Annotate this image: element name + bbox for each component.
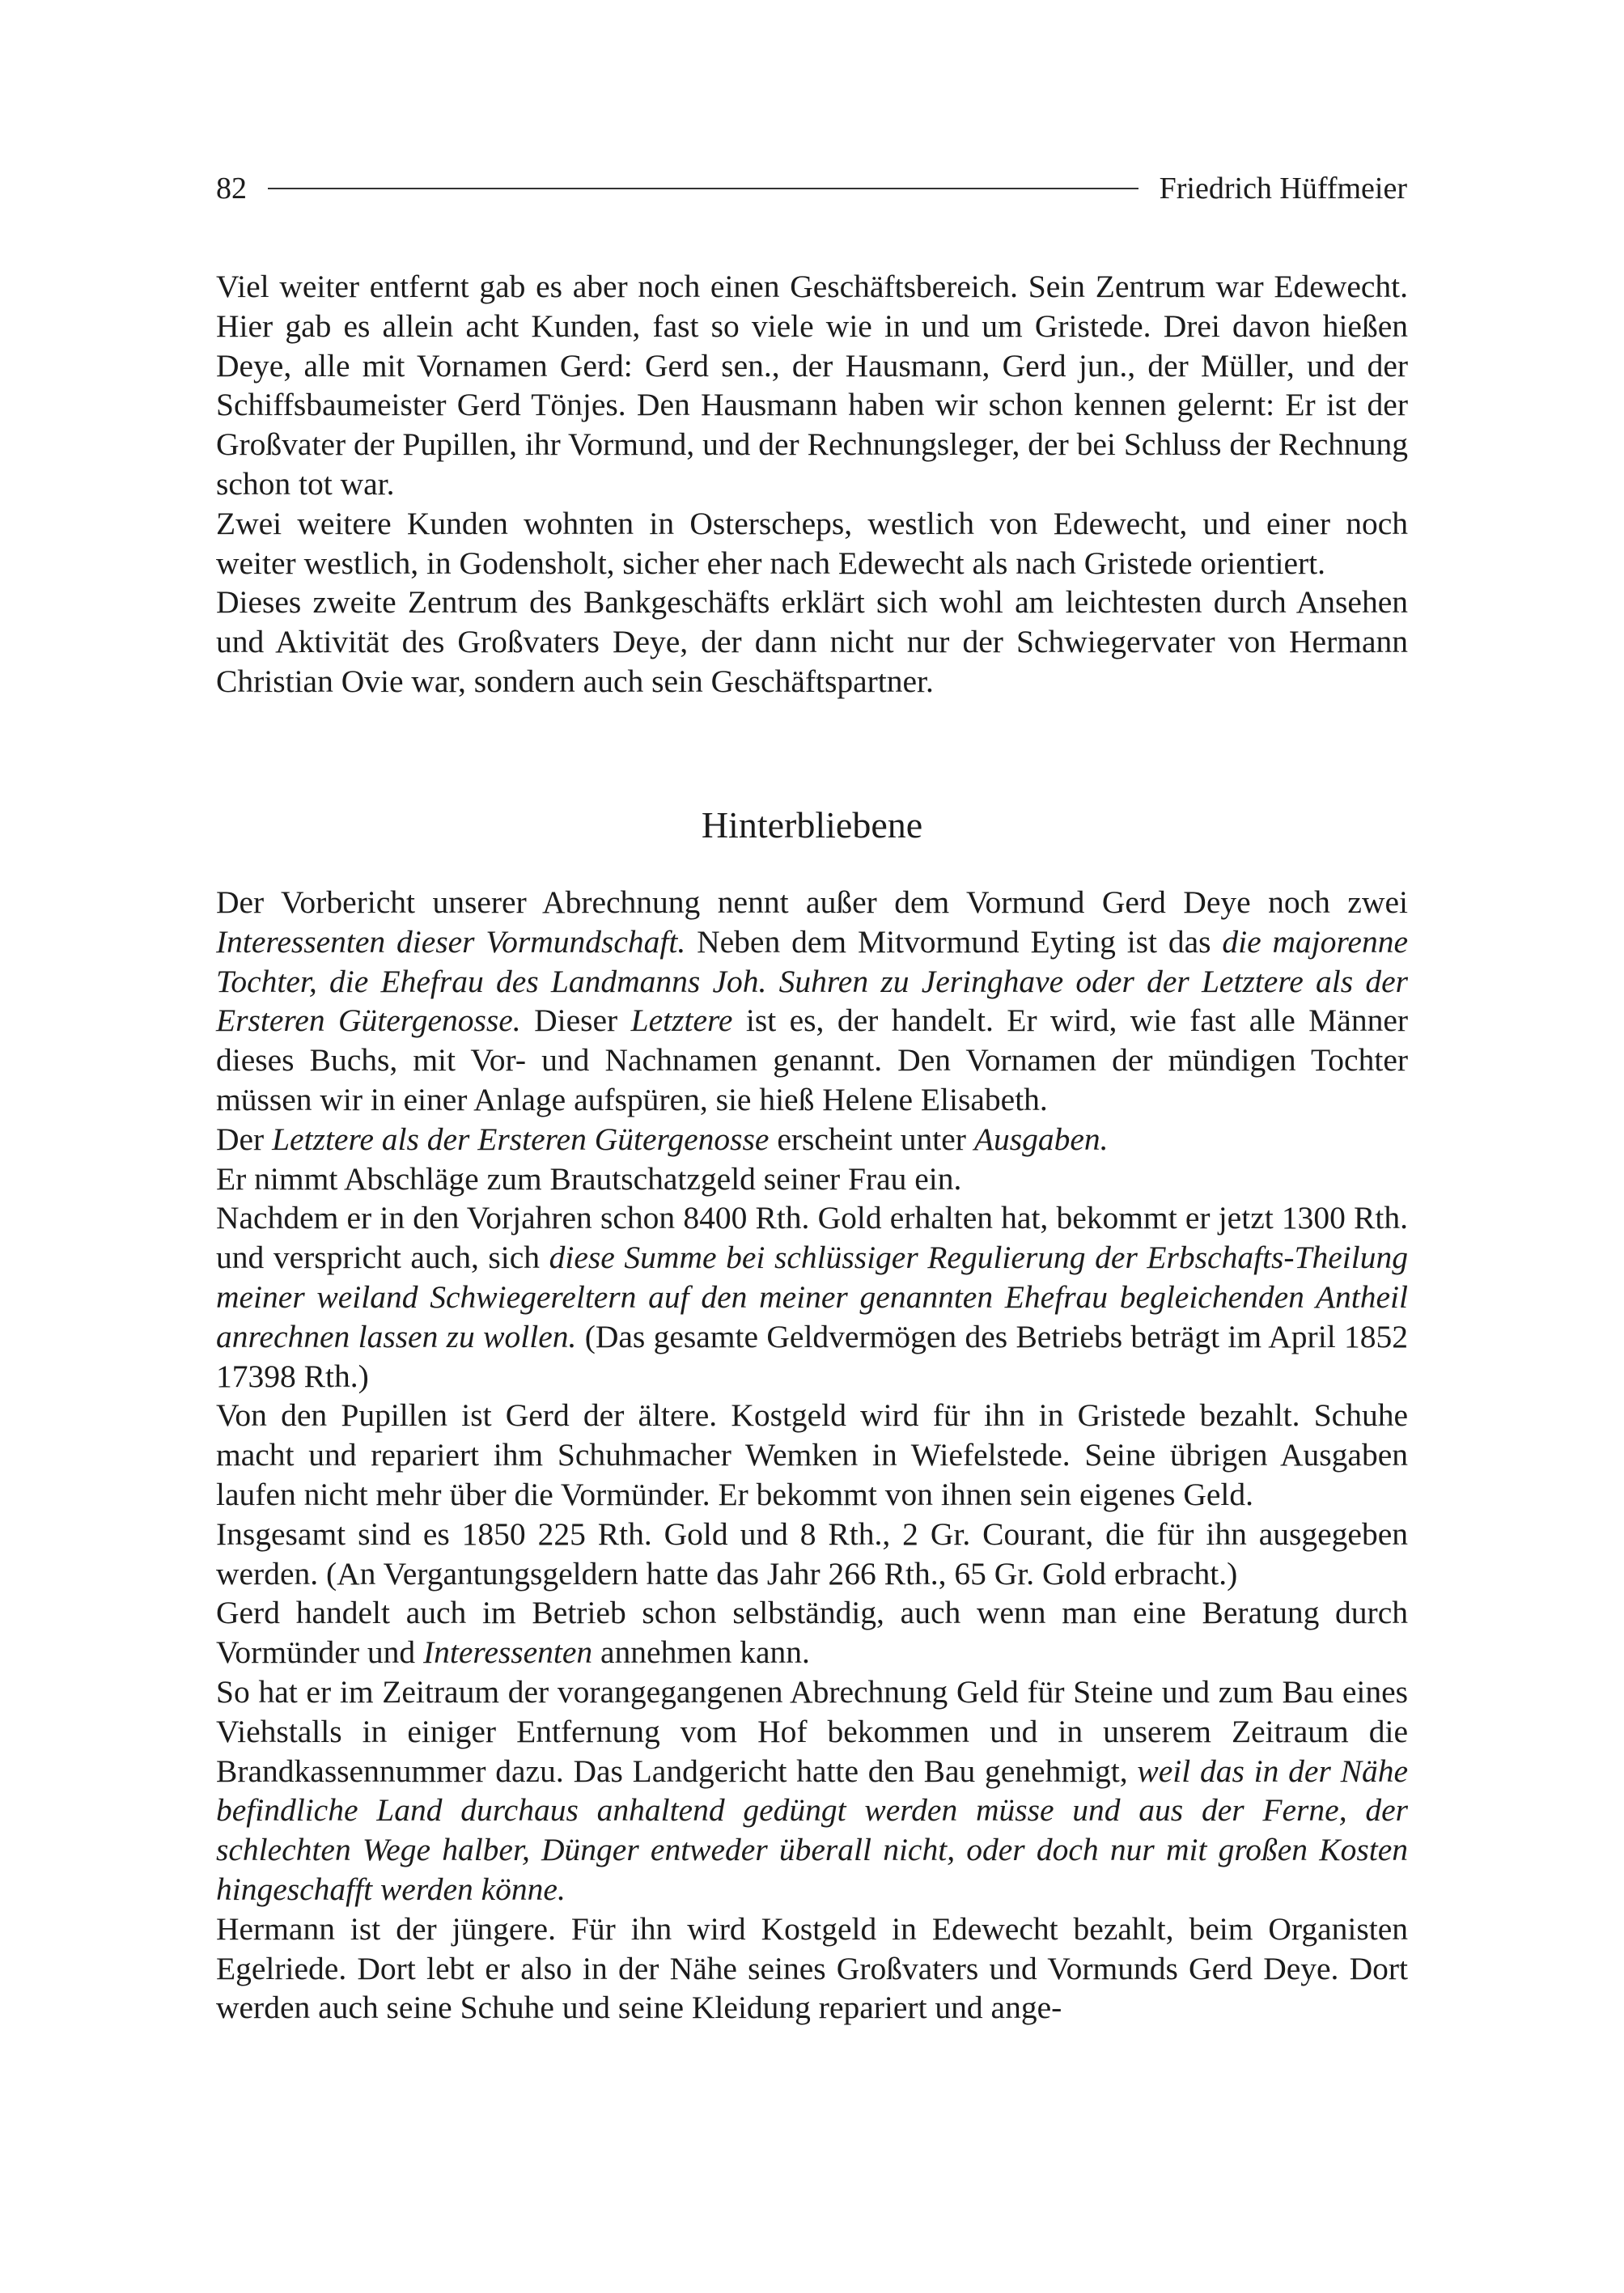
text-run: Der Vorbericht unserer Abrechnung nennt außer dem Vormund Gerd Deye noch zwei bbox=[216, 884, 1408, 920]
text-run: (Das gesamte Geldvermögen des Betriebs beträgt im April 1852 17398 Rth.) bbox=[216, 1318, 1409, 1394]
section-heading: Hinterbliebene bbox=[701, 804, 923, 846]
text-run: Dieser bbox=[520, 1002, 631, 1039]
paragraph bbox=[216, 1198, 1408, 1396]
running-head-author: Friedrich Hüffmeier bbox=[1159, 172, 1407, 206]
paragraph bbox=[216, 1672, 1408, 1909]
paragraph: Hermann ist der jüngere. Für ihn wird Kostgeld in Edewecht bezahlt, beim Organisten Egelriede. Dort lebt er also in der Nähe seines Großvaters und Vormunds Gerd Deye. Dort werden auch seine Schuhe und seine Kleidung repariert und ange- bbox=[216, 1910, 1408, 2026]
paragraph: Er nimmt Abschläge zum Brautschatzgeld seiner Frau ein. bbox=[216, 1160, 962, 1197]
text-run: ist es, der handelt. Er wird, wie fast alle Männer dieses Buchs, mit Vor- und Nachnamen genannt. Den Vornamen der mündigen Tochter müssen wir in einer Anlage aufspüren, sie hieß Helene Elisabeth. bbox=[216, 1002, 1409, 1117]
page-number: 82 bbox=[216, 172, 247, 206]
quote-run: diese Summe bei schlüssiger Regulierung der Erbschafts-Theilung meiner weiland Schwiegereltern auf den meiner genannten Ehefrau begleichenden Antheil anrechnen lassen zu wollen. bbox=[216, 1240, 1408, 1354]
text-run: Nachdem er in den Vorjahren schon 8400 Rth. Gold erhalten hat, bekommt er jetzt 1300 Rth. und verspricht auch, sich bbox=[216, 1200, 1408, 1276]
paragraph: Von den Pupillen ist Gerd der ältere. Kostgeld wird für ihn in Gristede bezahlt. Schuhe macht und repariert ihm Schuhmacher Wemken in Wiefelstede. Seine übrigen Ausgaben laufen nicht mehr über die Vormünder. Er bekommt von ihnen sein eigenes Geld. bbox=[216, 1397, 1408, 1512]
quote-run: Letztere als der Ersteren Gütergenosse bbox=[272, 1121, 770, 1157]
text-run: Der bbox=[216, 1121, 273, 1157]
intro-text bbox=[216, 267, 1408, 701]
header-rule bbox=[268, 188, 1138, 189]
quote-run: Ausgaben. bbox=[973, 1121, 1109, 1157]
paragraph: Viel weiter entfernt gab es aber noch einen Geschäftsbereich. Sein Zentrum war Edewecht. Hier gab es allein acht Kunden, fast so viele wie in und um Gristede. Drei davon hießen Deye, alle mit Vornamen Gerd: Gerd sen., der Hausmann, Gerd jun., der Müller, und der Schiffsbaumeister Gerd Tönjes. Den Hausmann haben wir schon kennen gelernt: Er ist der Großvater der Pupillen, ihr Vormund, und der Rechnungsleger, der bei Schluss der Rechnung schon tot war. bbox=[216, 269, 1408, 502]
paragraph: Insgesamt sind es 1850 225 Rth. Gold und 8 Rth., 2 Gr. Courant, die für ihn ausgegeben werden. (An Vergantungsgeldern hatte das Jahr 266 Rth., 65 Gr. Gold erbracht.) bbox=[216, 1515, 1408, 1592]
quote-run: Letztere bbox=[630, 1002, 733, 1039]
paragraph bbox=[216, 1120, 1408, 1159]
quote-run: weil das in der Nähe befindliche Land durchaus anhaltend gedüngt werden müsse und aus der Ferne, der schlechten Wege halber, Dünger entweder überall nicht, oder doch nur mit großen Kosten hingeschafft werden könne. bbox=[216, 1753, 1408, 1907]
quote-run: Interessenten dieser Vormundschaft. bbox=[216, 923, 686, 960]
section-text bbox=[216, 883, 1408, 2028]
text-run: erscheint unter bbox=[769, 1121, 974, 1157]
quote-run: die majorenne Tochter, die Ehefrau des Landmanns Joh. Suhren zu Jeringhave oder der Letztere als der Ersteren Gütergenosse. bbox=[216, 923, 1408, 1039]
text-run: annehmen kann. bbox=[592, 1634, 810, 1671]
paragraph bbox=[216, 883, 1408, 1120]
paragraph: Zwei weitere Kunden wohnten in Osterscheps, westlich von Edewecht, und einer noch weiter westlich, in Godensholt, sicher eher nach Edewecht als nach Gristede orientiert. bbox=[216, 505, 1408, 581]
running-head bbox=[216, 166, 1407, 211]
text-run: Neben dem Mitvormund Eyting ist das bbox=[685, 923, 1223, 960]
text-run: So hat er im Zeitraum der vorangegangenen Abrechnung Geld für Steine und zum Bau eines Viehstalls in einiger Entfernung vom Hof bekommen und in unserem Zeitraum die Brandkassennummer dazu. Das Landgericht hatte den Bau genehmigt, bbox=[216, 1673, 1408, 1789]
paragraph bbox=[216, 1593, 1408, 1672]
quote-run: Interessenten bbox=[423, 1634, 593, 1671]
paragraph: Dieses zweite Zentrum des Bankgeschäfts erklärt sich wohl am leichtesten durch Ansehen und Aktivität des Großvaters Deye, der dann nicht nur der Schwiegervater von Hermann Christian Ovie war, sondern auch sein Geschäftspartner. bbox=[216, 584, 1408, 699]
text-run: Gerd handelt auch im Betrieb schon selbständig, auch wenn man eine Beratung durch Vormünder und bbox=[216, 1595, 1408, 1671]
